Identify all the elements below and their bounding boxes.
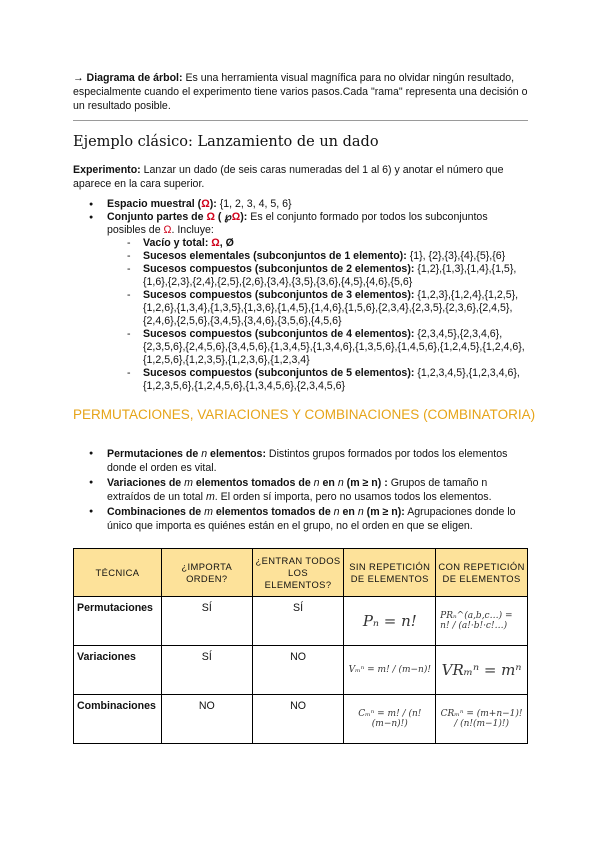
omega-symbol: Ω [231, 211, 241, 223]
column-header: CON REPETICIÓN DE ELEMENTOS [436, 549, 528, 597]
subset-label: Sucesos compuestos (subconjuntos de 5 elementos): [143, 367, 415, 379]
parts-text-b: . Incluye: [171, 224, 214, 236]
intro-text: Es una herramienta visual magnífica para no olvidar ningún resultado, especialmente cuando el experimento tiene varios pasos.Cada "rama" representa una decisión o un resultado posible. [73, 72, 528, 112]
subset-label: Vacío y total: [143, 237, 212, 249]
table-row [74, 646, 528, 695]
def-label: elementos tomados de [212, 506, 334, 518]
def-var: n [337, 477, 344, 489]
tecnica-cell: Combinaciones [74, 695, 162, 744]
tecnica-cell: Permutaciones [74, 597, 162, 646]
experiment-text: Lanzar un dado (de seis caras numeradas del 1 al 6) y anotar el número que aparece en la cara superior. [73, 164, 504, 190]
parts-label-a: Conjunto partes de [107, 211, 207, 223]
subset-value: {1,2},{1,3},{1,4},{1,5},{1,6},{2,3},{2,4},{2,5},{2,6},{3,4},{3,5},{3,6},{4,5},{4,6},{5,6} [143, 263, 517, 288]
formula-sin-rep: Pₙ = n! [344, 597, 436, 646]
orden-cell: SÍ [161, 646, 252, 695]
sample-space-label-a: Espacio muestral ( [107, 198, 202, 210]
intro-label: Diagrama de árbol: [86, 72, 183, 84]
def-var: n [357, 506, 364, 518]
subset-label: Sucesos elementales (subconjuntos de 1 elemento): [143, 250, 407, 262]
def-label: Permutaciones de [107, 448, 202, 460]
def-label: elementos: [207, 448, 266, 460]
todos-cell: NO [252, 646, 344, 695]
subset-label: Sucesos compuestos (subconjuntos de 4 elementos): [143, 328, 415, 340]
table-row [74, 597, 528, 646]
list-item [107, 289, 528, 328]
section-title: Ejemplo clásico: Lanzamiento de un dado [73, 134, 379, 150]
parts-text-a: Es el conjunto formado por todos los subconjuntos posibles de [107, 211, 488, 236]
def-label: (m ≥ n): [363, 506, 405, 518]
def-var: n [201, 448, 208, 460]
subset-value: {1,2,3,4,5},{1,2,3,4,6},{1,2,3,5,6},{1,2,4,5,6},{1,3,4,5,6},{2,3,4,5,6} [143, 367, 520, 392]
combinatoria-table [73, 548, 528, 744]
parts-label-c: ): [240, 211, 248, 223]
experiment-paragraph [73, 163, 528, 191]
def-var: n [333, 506, 340, 518]
todos-cell: NO [252, 695, 344, 744]
list-item [73, 476, 528, 504]
omega-symbol: Ω [201, 198, 210, 210]
subset-value: {2,3,4,5},{2,3,4,6},{2,3,5,6},{2,4,5,6},{3,4,5,6},{1,3,4,5},{1,3,4,6},{1,3,5,6},{1,4,5,6},{1,2,4,5},{1,2,4,6},{1,2,5,6},{1,2,3,5},{1,2,3,6},{1,2,3,4} [143, 328, 525, 366]
def-label: (m ≥ n) : [343, 477, 388, 489]
horizontal-divider [73, 120, 528, 121]
list-item [107, 328, 528, 367]
formula-sin-rep: Vₘⁿ = m! / (m−n)! [344, 646, 436, 695]
orden-cell: SÍ [161, 597, 252, 646]
table-header-row [74, 549, 528, 597]
tecnica-cell: Variaciones [74, 646, 162, 695]
parts-sublist [107, 237, 528, 393]
formula-con-rep: PRₙ^(a,b,c…) = n! / (a!·b!·c!…) [436, 597, 528, 646]
list-item [73, 198, 528, 211]
omega-symbol: Ω [211, 237, 220, 249]
list-item [73, 211, 528, 393]
subset-label: Sucesos compuestos (subconjuntos de 3 elementos): [143, 289, 415, 301]
def-text: Grupos de tamaño n extraídos de un total [107, 477, 488, 503]
def-var: m [205, 491, 215, 503]
orden-cell: NO [161, 695, 252, 744]
column-header: SIN REPETICIÓN DE ELEMENTOS [344, 549, 436, 597]
list-item [107, 237, 528, 250]
def-var: m [184, 477, 193, 489]
sample-space-label-b: ): [209, 198, 217, 210]
sample-space-value: {1, 2, 3, 4, 5, 6} [216, 198, 292, 210]
subset-value: {1,2,3},{1,2,4},{1,2,5},{1,2,6},{1,3,4},{1,3,5},{1,3,6},{1,4,5},{1,4,6},{1,5,6},{2,3,4},{2,3,5},{2,3,6},{2,4,5},{2,4,6},{2,5,6},{3,4,5},{3,4,6},{3,5,6},{4,5,6} [143, 289, 519, 327]
list-item [73, 447, 528, 475]
list-item [107, 250, 528, 263]
sample-space-list [73, 198, 528, 393]
combinatoria-heading: PERMUTACIONES, VARIACIONES Y COMBINACIONES (COMBINATORIA) [73, 407, 536, 422]
def-label: elementos tomados de [192, 477, 314, 489]
column-header: TÉCNICA [74, 549, 162, 597]
column-header: ¿ENTRAN TODOS LOS ELEMENTOS? [252, 549, 344, 597]
table-row [74, 695, 528, 744]
formula-con-rep: CRₘⁿ = (m+n−1)! / (n!(m−1)!) [436, 695, 528, 744]
list-item [107, 367, 528, 393]
formula-sin-rep: Cₘⁿ = m! / (n!(m−n)!) [344, 695, 436, 744]
formula-con-rep: VRₘⁿ = mⁿ [436, 646, 528, 695]
subset-value: {1}, {2},{3},{4},{5},{6} [406, 250, 506, 262]
def-label: en [319, 477, 338, 489]
parts-label-b: ( ℘ [214, 211, 232, 223]
definitions-list [73, 447, 528, 534]
def-text: Distintos grupos formados por todos los elementos donde el orden es vital. [107, 448, 508, 474]
todos-cell: SÍ [252, 597, 344, 646]
subset-value: , Ø [219, 237, 234, 249]
def-label: en [339, 506, 358, 518]
omega-symbol: Ω [206, 211, 215, 223]
list-item [73, 505, 528, 533]
list-item [107, 263, 528, 289]
column-header: ¿IMPORTA ORDEN? [161, 549, 252, 597]
omega-symbol: Ω [163, 224, 172, 236]
def-var: n [313, 477, 320, 489]
def-label: Combinaciones de [107, 506, 205, 518]
def-text: Agrupaciones donde lo único que importa es quiénes están en el grupo, no el orden en que se eligen. [107, 506, 516, 532]
intro-arrow: → [73, 72, 84, 84]
def-text: . El orden sí importa, pero no usamos todos los elementos. [214, 491, 492, 503]
def-label: Variaciones de [107, 477, 185, 489]
intro-paragraph [73, 71, 528, 113]
def-var: m [204, 506, 213, 518]
subset-label: Sucesos compuestos (subconjuntos de 2 elementos): [143, 263, 415, 275]
experiment-label: Experimento: [73, 164, 141, 176]
